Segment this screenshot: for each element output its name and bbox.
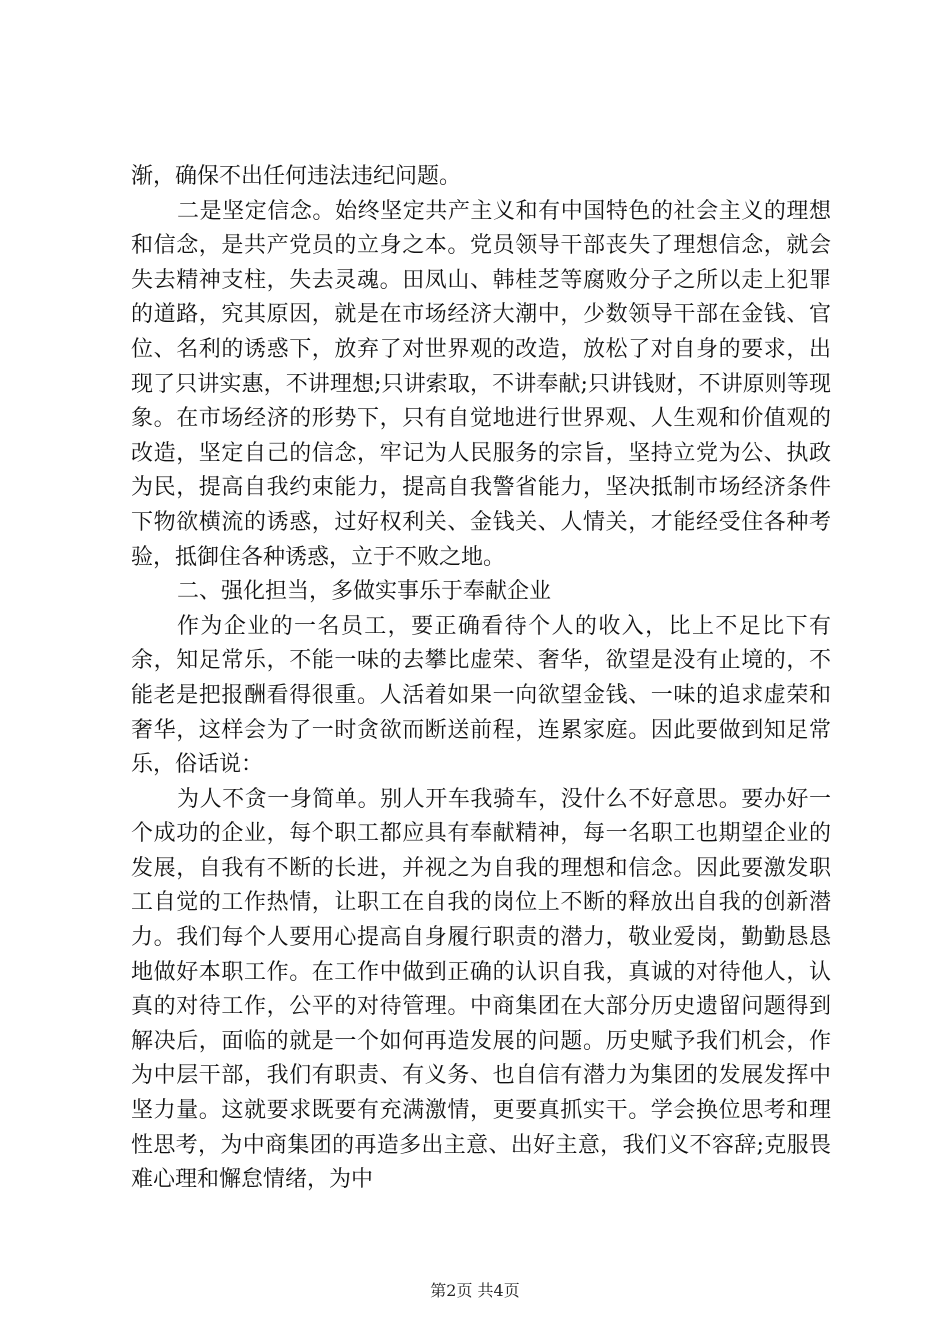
paragraph-employee-income: 作为企业的一名员工，要正确看待个人的收入，比上不足比下有余，知足常乐，不能一味的去攀比虚荣、奢华，欲望是没有止境的，不能老是把报酬看得很重。人活着如果一向欲望金钱、一味的追求虚荣和奢华，这样会为了一时贪欲而断送前程，连累家庭。因此要做到知足常乐，俗话说： [131, 613, 831, 778]
paragraph-firm-belief: 二是坚定信念。始终坚定共产主义和有中国特色的社会主义的理想和信念，是共产党员的立身之本。党员领导干部丧失了理想信念，就会失去精神支柱，失去灵魂。田凤山、韩桂芝等腐败分子之所以走上犯罪的道路，究其原因，就是在市场经济大潮中，少数领导干部在金钱、官位、名利的诱惑下，放弃了对世界观的改造，放松了对自身的要求，出现了只讲实惠，不讲理想;只讲索取，不讲奉献;只讲钱财，不讲原则等现象。在市场经济的形势下，只有自觉地进行世界观、人生观和价值观的改造，坚定自己的信念，牢记为人民服务的宗旨，坚持立党为公、执政为民，提高自我约束能力，提高自我警省能力，坚决抵制市场经济条件下物欲横流的诱惑，过好权利关、金钱关、人情关，才能经受住各种考验，抵御住各种诱惑，立于不败之地。 [131, 198, 831, 570]
document-body [131, 160, 831, 1198]
paragraph-continuation: 渐，确保不出任何违法违纪问题。 [131, 164, 462, 189]
page-number-footer: 第2页 共4页 [430, 1281, 520, 1300]
paragraph-dedication: 为人不贪一身简单。别人开车我骑车，没什么不好意思。要办好一个成功的企业，每个职工都应具有奉献精神，每一名职工也期望企业的发展，自我有不断的长进，并视之为自我的理想和信念。因此要激发职工自觉的工作热情，让职工在自我的岗位上不断的释放出自我的创新潜力。我们每个人要用心提高自身履行职责的潜力，敬业爱岗，勤勤恳恳地做好本职工作。在工作中做到正确的认识自我，真诚的对待他人，认真的对待工作，公平的对待管理。中商集团在大部分历史遗留问题得到解决后，面临的就是一个如何再造发展的问题。历史赋予我们机会，作为中层干部，我们有职责、有义务、也自信有潜力为集团的发展发挥中坚力量。这就要求既要有充满激情，更要真抓实干。学会换位思考和理性思考，为中商集团的再造多出主意、出好主意，我们义不容辞;克服畏难心理和懈怠情绪，为中 [131, 786, 831, 1193]
section-heading: 二、强化担当，多做实事乐于奉献企业 [177, 579, 552, 605]
